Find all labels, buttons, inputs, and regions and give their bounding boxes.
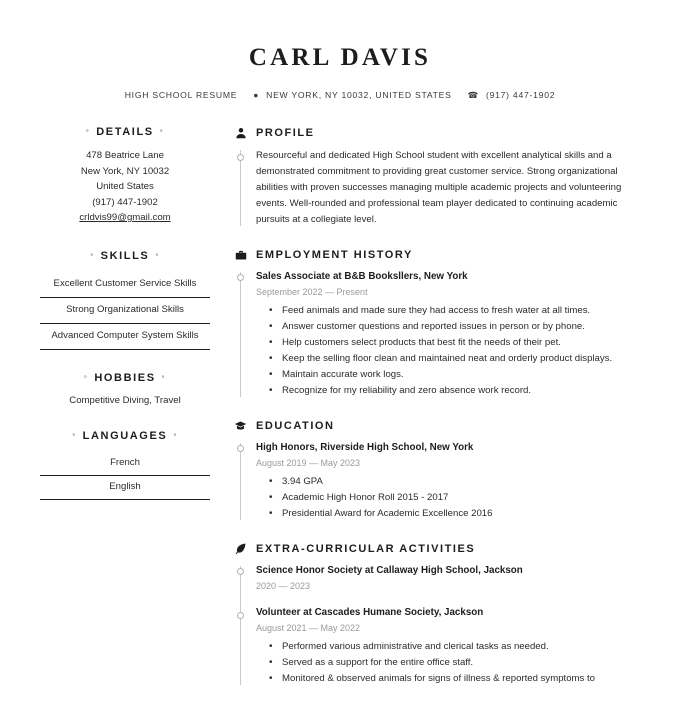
list-item: Excellent Customer Service Skills xyxy=(40,272,210,298)
feather-icon xyxy=(234,542,247,555)
entry-date: September 2022 — Present xyxy=(256,287,368,297)
entry-title: High Honors, Riverside High School, New York xyxy=(256,442,474,453)
section-education xyxy=(234,419,640,522)
list-item: • Help customers select products that best fit the needs of their pet. xyxy=(282,335,640,351)
sidebar-details-title: DETAILS xyxy=(96,126,154,138)
detail-line: United States xyxy=(96,181,154,192)
list-item: • Keep the selling floor clean and maintained neat and orderly product displays. xyxy=(282,351,640,367)
entry-title: Sales Associate at B&B Booksllers, New York xyxy=(256,271,468,282)
phone-icon: ☎ xyxy=(467,89,479,100)
sidebar xyxy=(40,126,216,522)
section-education-body xyxy=(234,441,640,522)
section-profile-header xyxy=(234,126,640,139)
list-item: • Academic High Honor Roll 2015 - 2017 xyxy=(282,490,640,506)
main-content xyxy=(216,126,640,707)
section-employment-body xyxy=(234,270,640,399)
circle-bullet-icon: ◦ xyxy=(173,429,178,439)
entry-date: 2020 — 2023 xyxy=(256,581,311,591)
employment-entry xyxy=(256,270,640,399)
circle-bullet-icon: ◦ xyxy=(161,371,167,381)
sidebar-section-skills xyxy=(40,250,210,350)
list-item: French xyxy=(40,452,210,476)
profile-text: Resourceful and dedicated High School student with excellent analytical skills and a demonstrated commitment to providing great customer service. Strong organizational abilities with proven successes managing multiple academic projects and volunteering events. Well-rounded and professional team player dedicated to continuing academic pursuits at a collegiate level. xyxy=(256,150,622,225)
detail-email-link[interactable]: crldvis99@gmail.com xyxy=(79,212,171,223)
entry-bullets xyxy=(256,303,640,399)
section-extracurricular-title: EXTRA-CURRICULAR ACTIVITIES xyxy=(256,542,476,555)
list-item: • Feed animals and made sure they had access to fresh water at all times. xyxy=(282,303,640,319)
sidebar-section-hobbies xyxy=(40,372,210,408)
page-title: CARL DAVIS xyxy=(248,44,432,71)
list-item: • Answer customer questions and reported issues in person or by phone. xyxy=(282,319,640,335)
timeline-marker xyxy=(237,154,244,161)
contact-line xyxy=(40,90,640,100)
sidebar-hobbies-title: HOBBIES xyxy=(94,371,156,384)
list-item: • Maintain accurate work logs. xyxy=(282,367,640,383)
entry-bullets xyxy=(256,474,640,522)
list-item: • Served as a support for the entire office staff. xyxy=(282,655,640,671)
sidebar-hobbies-heading xyxy=(40,372,210,384)
list-item: • Monitored & observed animals for signs of illness & reported symptoms to xyxy=(282,671,640,687)
graduation-cap-icon xyxy=(234,419,247,432)
timeline-rail xyxy=(240,566,241,685)
detail-line: 478 Beatrice Lane xyxy=(86,150,164,161)
timeline-marker xyxy=(237,274,244,281)
hobbies-text: Competitive Diving, Travel xyxy=(69,394,181,406)
resume-body xyxy=(40,126,640,707)
circle-bullet-icon: ◦ xyxy=(85,126,91,135)
sidebar-languages-heading xyxy=(40,430,210,442)
list-item: • Performed various administrative and clerical tasks as needed. xyxy=(282,639,640,655)
entry-title: Volunteer at Cascades Humane Society, Jackson xyxy=(256,607,484,618)
detail-line: (917) 447-1902 xyxy=(92,196,158,208)
list-item: Strong Organizational Skills xyxy=(40,298,210,324)
person-icon xyxy=(234,126,247,139)
list-item: • Presidential Award for Academic Excellence 2016 xyxy=(282,506,640,522)
resume-role: HIGH SCHOOL RESUME xyxy=(124,90,238,100)
contact-phone: (917) 447-1902 xyxy=(485,90,556,100)
circle-bullet-icon: ◦ xyxy=(159,126,165,135)
section-extracurricular-body xyxy=(234,564,640,687)
timeline-rail xyxy=(240,443,241,520)
sidebar-languages-title: LANGUAGES xyxy=(82,429,168,442)
list-item: • 3.94 GPA xyxy=(282,474,640,490)
sidebar-details-heading xyxy=(40,126,210,138)
circle-bullet-icon: ◦ xyxy=(90,249,95,259)
sidebar-skills-heading xyxy=(40,250,210,262)
sidebar-skills-title: SKILLS xyxy=(100,249,150,262)
section-employment-header xyxy=(234,248,640,261)
section-profile xyxy=(234,126,640,228)
activity-entry xyxy=(256,564,640,593)
entry-date: August 2021 — May 2022 xyxy=(256,623,361,633)
sidebar-section-details xyxy=(40,126,210,226)
list-item: English xyxy=(40,476,210,500)
timeline-marker xyxy=(237,568,244,575)
activity-entry xyxy=(256,606,640,687)
section-profile-title: PROFILE xyxy=(256,126,315,139)
section-extracurricular-header xyxy=(234,542,640,555)
detail-line: New York, NY 10032 xyxy=(80,165,170,177)
section-profile-body xyxy=(234,148,640,228)
section-education-title: EDUCATION xyxy=(256,419,335,432)
section-employment xyxy=(234,248,640,399)
timeline-marker xyxy=(237,612,244,619)
location-pin-icon: ● xyxy=(253,89,260,100)
list-item: • Recognize for my reliability and zero absence work record. xyxy=(282,383,640,399)
entry-title: Science Honor Society at Callaway High School, Jackson xyxy=(256,565,523,576)
entry-date: August 2019 — May 2023 xyxy=(256,458,361,468)
timeline-rail xyxy=(240,272,241,397)
education-entry xyxy=(256,441,640,522)
section-extracurricular xyxy=(234,542,640,687)
timeline-marker xyxy=(237,445,244,452)
circle-bullet-icon: ◦ xyxy=(155,249,160,259)
contact-location: NEW YORK, NY 10032, UNITED STATES xyxy=(266,90,452,100)
sidebar-section-languages xyxy=(40,430,210,500)
section-education-header xyxy=(234,419,640,432)
circle-bullet-icon: ◦ xyxy=(83,371,89,381)
briefcase-icon xyxy=(234,248,247,261)
list-item: Advanced Computer System Skills xyxy=(40,324,210,350)
timeline-rail xyxy=(240,150,241,226)
section-employment-title: EMPLOYMENT HISTORY xyxy=(256,248,413,261)
circle-bullet-icon: ◦ xyxy=(72,429,77,439)
